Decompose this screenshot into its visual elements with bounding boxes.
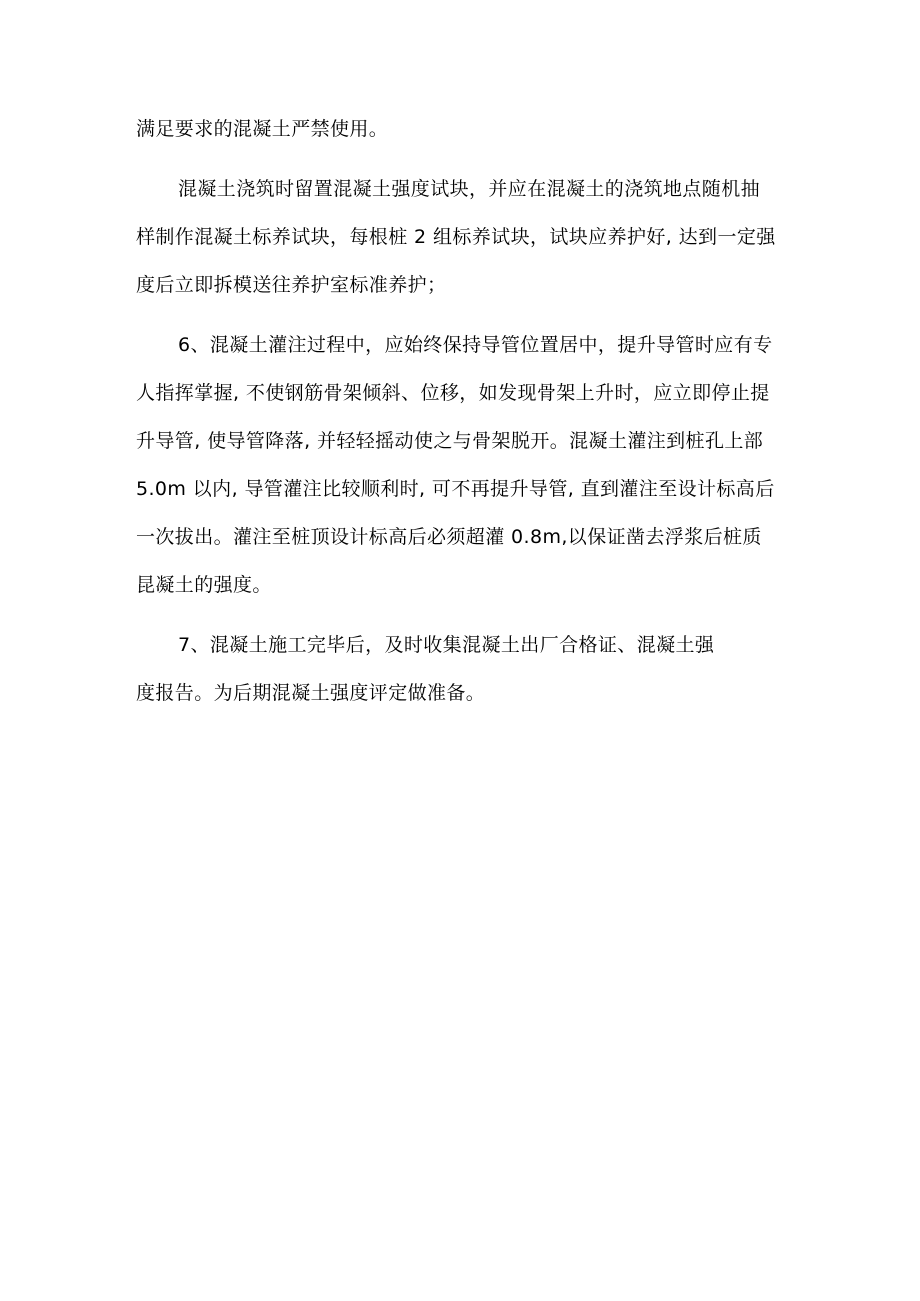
text-line-3: 样制作混凝土标养试块，每根桩 2 组标养试块，试块应养护好, 达到一定强 — [136, 226, 776, 248]
text-line-7: 升导管, 使导管降落, 并轻轻摇动使之与骨架脱开。混凝土灌注到桩孔上部 — [136, 430, 764, 452]
text-line-2: 混凝土浇筑时留置混凝土强度试块，并应在混凝土的浇筑地点随机抽 — [178, 178, 761, 200]
text-line-12: 度报告。为后期混凝土强度评定做准备。 — [136, 682, 486, 704]
text-line-1: 满足要求的混凝土严禁使用。 — [136, 118, 389, 140]
text-line-5: 6、混凝土灌注过程中，应始终保持导管位置居中，提升导管时应有专 — [178, 334, 773, 356]
text-line-4: 度后立即拆模送往养护室标准养护； — [136, 274, 447, 296]
text-line-6: 人指挥掌握, 不使钢筋骨架倾斜、位移，如发现骨架上升时，应立即停止提 — [136, 382, 770, 404]
text-line-10: 昆凝土的强度。 — [136, 574, 272, 596]
text-line-8: 5.0m 以内, 导管灌注比较顺利时, 可不再提升导管, 直到灌注至设计标高后 — [136, 478, 775, 500]
text-line-11: 7、混凝土施工完毕后，及时收集混凝土出厂合格证、混凝土强 — [178, 634, 715, 656]
text-line-9: 一次拔出。灌注至桩顶设计标高后必须超灌 0.8m,以保证凿去浮浆后桩质 — [136, 526, 762, 548]
